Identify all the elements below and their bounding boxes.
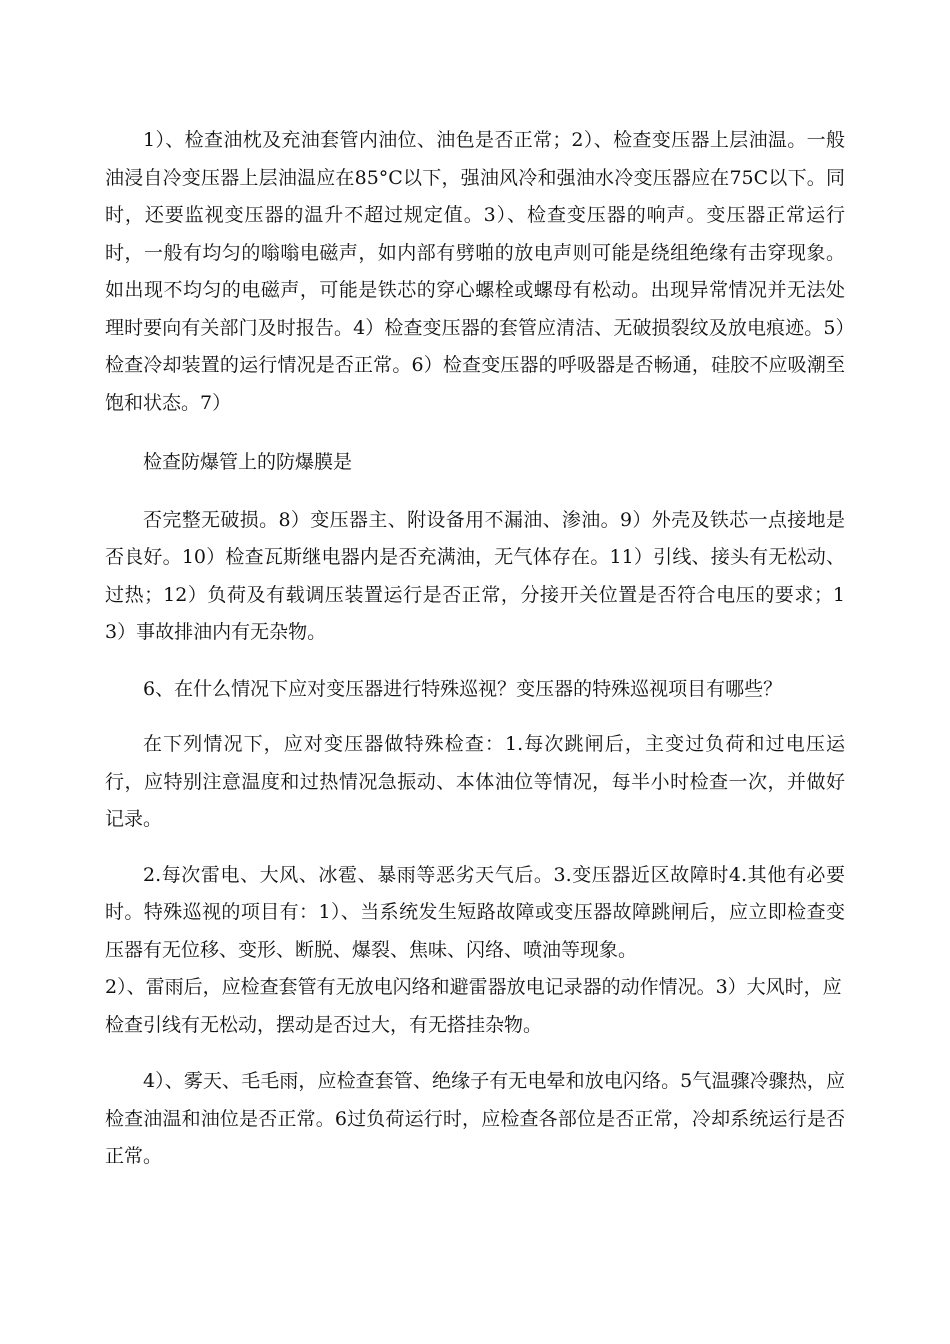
question-special-inspection: 6、在什么情况下应对变压器进行特殊巡视？变压器的特殊巡视项目有哪些？ [143,677,783,700]
paragraph-fog-overload: 4）、雾天、毛毛雨，应检查套管、绝缘子有无电晕和放电闪络。5气温骤冷骤热，应检查油温和油位是否正常。6过负荷运行时，应检查各部位是否正常，冷却系统运行是否正常。 [105,1070,845,1167]
paragraph-thunderstorm-wind: 2）、雷雨后，应检查套管有无放电闪络和避雷器放电记录器的动作情况。3）大风时，应检查引线有无松动，摆动是否过大，有无搭挂杂物。 [105,976,842,1036]
document-body [105,122,845,1176]
paragraph-inspection-items-continued: 否完整无破损。8）变压器主、附设备用不漏油、渗油。9）外壳及铁芯一点接地是否良好。10）检查瓦斯继电器内是否充满油，无气体存在。11）引线、接头有无松动、过热；12）负荷及有载调压装置运行是否正常，分接开关位置是否符合电压的要求；13）事故排油内有无杂物。 [105,508,845,643]
paragraph-special-conditions: 在下列情况下，应对变压器做特殊检查：1.每次跳闸后，主变过负荷和过电压运行，应特别注意温度和过热情况急振动、本体油位等情况，每半小时检查一次，并做好记录。 [105,733,845,830]
paragraph-inspection-items: 1）、检查油枕及充油套管内油位、油色是否正常；2）、检查变压器上层油温。一般油浸自冷变压器上层油温应在85°C以下，强油风冷和强油水冷变压器应在75C以下。同时，还要监视变压器的温升不超过规定值。3）、检查变压器的响声。变压器正常运行时，一般有均匀的嗡嗡电磁声，如内部有劈啪的放电声则可能是绕组绝缘有击穿现象。如出现不均匀的电磁声，可能是铁芯的穿心螺栓或螺母有松动。出现异常情况并无法处理时要向有关部门及时报告。4）检查变压器的套管应清洁、无破损裂纹及放电痕迹。5）检查冷却装置的运行情况是否正常。6）检查变压器的呼吸器是否畅通，硅胶不应吸潮至饱和状态。7） [105,129,845,414]
paragraph-explosion-membrane: 检查防爆管上的防爆膜是 [143,451,353,473]
paragraph-special-items: 2.每次雷电、大风、冰雹、暴雨等恶劣天气后。3.变压器近区故障时4.其他有必要时。特殊巡视的项目有：1）、当系统发生短路故障或变压器故障跳闸后，应立即检查变压器有无位移、变形、断脱、爆裂、焦味、闪络、喷油等现象。 [105,863,845,961]
